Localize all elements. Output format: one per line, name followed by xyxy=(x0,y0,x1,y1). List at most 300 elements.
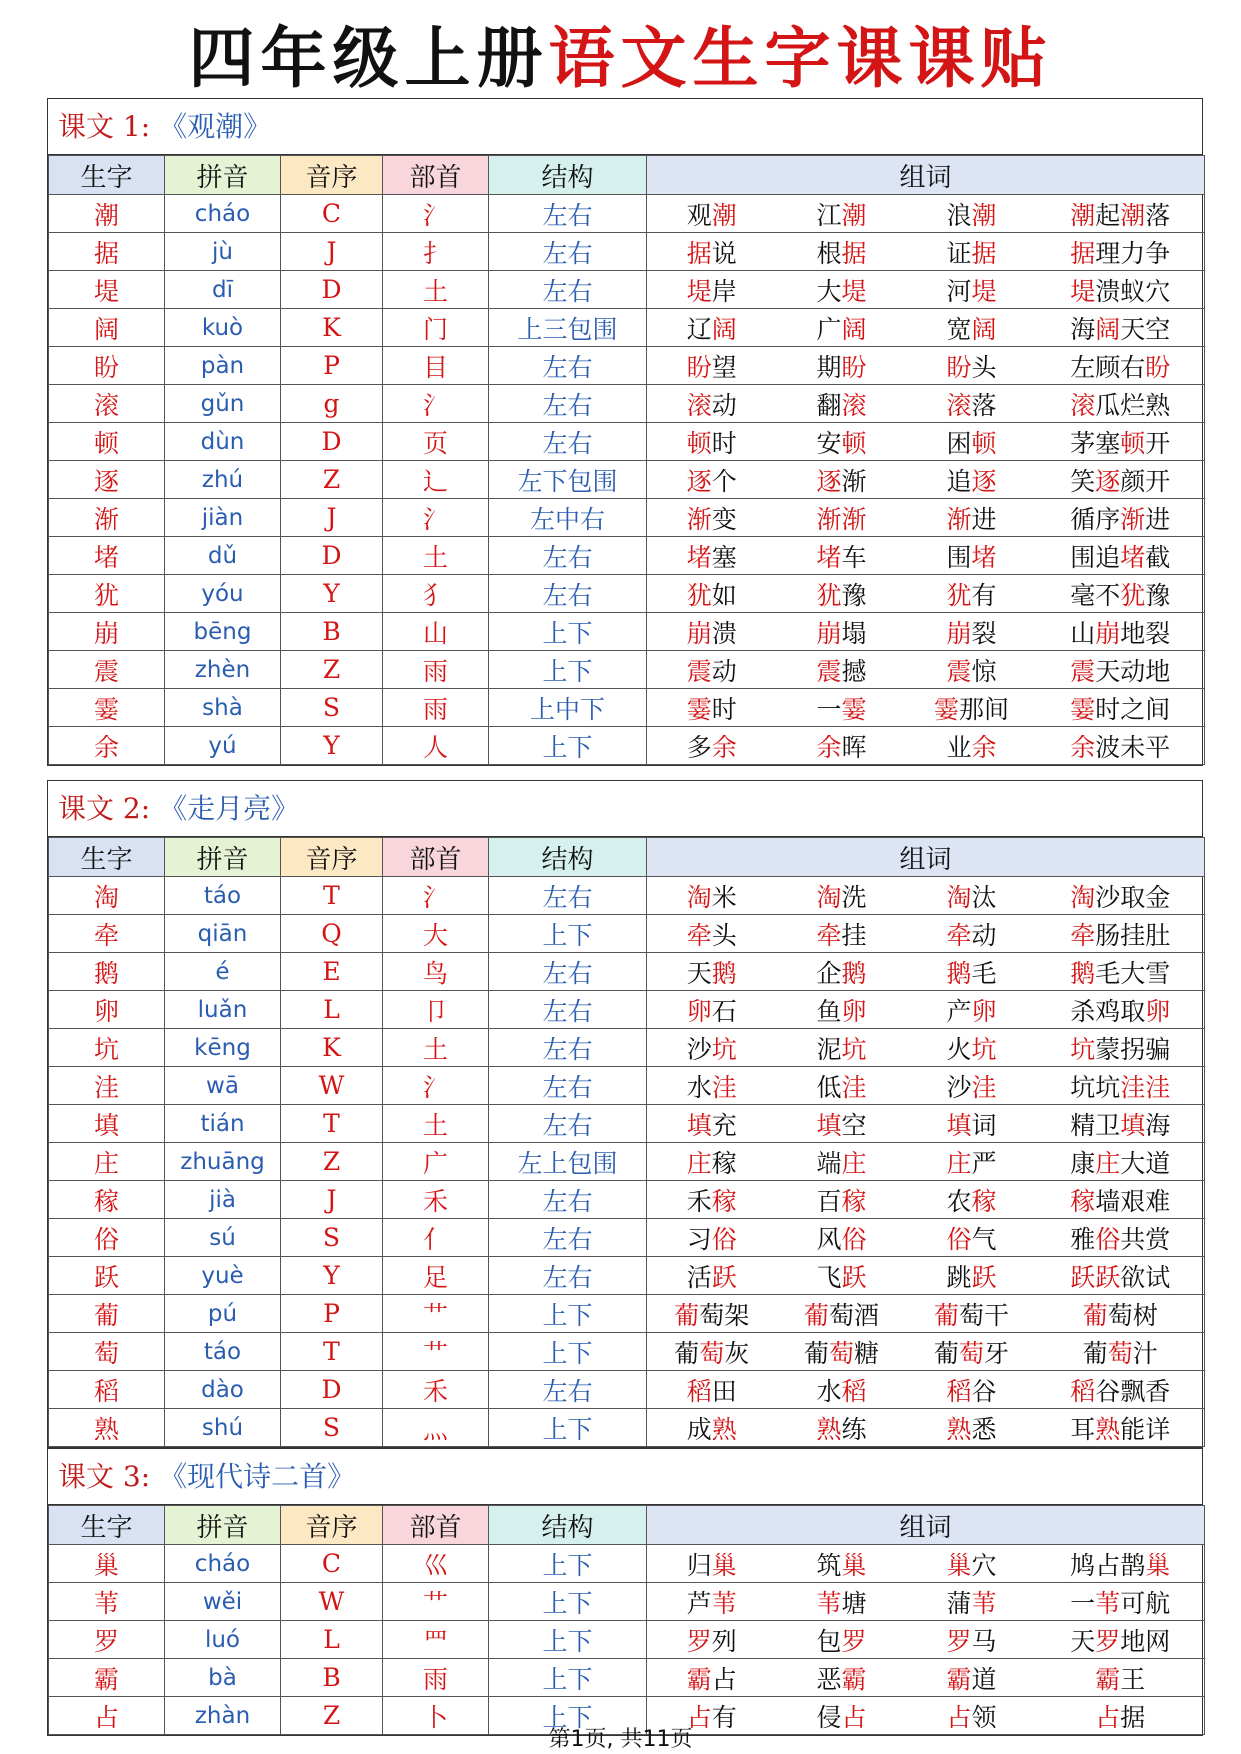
word-cell: 一苇可航 xyxy=(1037,1583,1205,1621)
table-row xyxy=(49,499,1205,537)
structure-cell: 左中右 xyxy=(489,499,647,537)
word-cell: 翻滚 xyxy=(777,385,907,423)
order-cell: D xyxy=(281,537,383,575)
word-highlight-char: 罗 xyxy=(1095,1626,1121,1656)
word-highlight-char: 稼 xyxy=(1070,1186,1096,1216)
word-highlight-char: 巢 xyxy=(946,1550,972,1580)
radical-cell: 氵 xyxy=(383,195,489,233)
order-cell: D xyxy=(281,271,383,309)
word-cell: 填充 xyxy=(647,1105,777,1143)
char-cell: 苇 xyxy=(49,1583,165,1621)
word-highlight-char: 淘 xyxy=(686,882,712,912)
order-cell: Z xyxy=(281,1143,383,1181)
word-cell: 企鹅 xyxy=(777,953,907,991)
word-highlight-char: 庄 xyxy=(946,1148,972,1178)
word-cell: 罗列 xyxy=(647,1621,777,1659)
word-highlight-char: 犹 xyxy=(946,580,972,610)
word-cell: 稼墙艰难 xyxy=(1037,1181,1205,1219)
radical-cell: 氵 xyxy=(383,877,489,915)
pinyin-cell: sú xyxy=(165,1219,281,1257)
word-highlight-char: 跃 xyxy=(971,1262,997,1292)
order-cell: K xyxy=(281,309,383,347)
word-highlight-char: 苇 xyxy=(971,1588,997,1618)
word-highlight-char: 滚 xyxy=(1070,390,1096,420)
word-cell: 沙坑 xyxy=(647,1029,777,1067)
word-highlight-char: 俗 xyxy=(946,1224,972,1254)
radical-cell: 页 xyxy=(383,423,489,461)
radical-cell: 犭 xyxy=(383,575,489,613)
word-highlight-char: 余 xyxy=(1070,732,1096,762)
pinyin-cell: jià xyxy=(165,1181,281,1219)
word-highlight-char: 鹅 xyxy=(711,958,737,988)
word-cell: 庄严 xyxy=(907,1143,1037,1181)
word-highlight-char: 填 xyxy=(946,1110,972,1140)
structure-cell: 左右 xyxy=(489,877,647,915)
word-cell: 罗马 xyxy=(907,1621,1037,1659)
lesson-2-table xyxy=(47,780,1203,1448)
order-cell: D xyxy=(281,1371,383,1409)
word-highlight-char: 顿 xyxy=(971,428,997,458)
word-highlight-char: 罗 xyxy=(841,1626,867,1656)
word-highlight-char: 占 xyxy=(686,1702,712,1732)
lesson-number: 课文 2: xyxy=(58,792,160,825)
char-cell: 据 xyxy=(49,233,165,271)
radical-cell: 罒 xyxy=(383,1621,489,1659)
word-highlight-char: 俗 xyxy=(1095,1224,1121,1254)
word-cell: 鹅毛大雪 xyxy=(1037,953,1205,991)
word-cell: 跳跃 xyxy=(907,1257,1037,1295)
order-cell: P xyxy=(281,347,383,385)
word-highlight-char: 余 xyxy=(971,732,997,762)
table-row xyxy=(49,689,1205,727)
header-structure: 结构 xyxy=(489,156,647,195)
structure-cell: 左右 xyxy=(489,195,647,233)
word-highlight-char: 余 xyxy=(816,732,842,762)
radical-cell: 亻 xyxy=(383,1219,489,1257)
table-row xyxy=(49,1219,1205,1257)
char-cell: 犹 xyxy=(49,575,165,613)
char-cell: 余 xyxy=(49,727,165,765)
word-highlight-char: 震 xyxy=(686,656,712,686)
radical-cell: 雨 xyxy=(383,651,489,689)
structure-cell: 上下 xyxy=(489,1545,647,1583)
header-words: 组词 xyxy=(647,1506,1205,1545)
structure-cell: 左右 xyxy=(489,1257,647,1295)
word-highlight-char: 盼 xyxy=(1145,352,1171,382)
radical-cell: 人 xyxy=(383,727,489,765)
word-cell: 淘汰 xyxy=(907,877,1037,915)
char-cell: 崩 xyxy=(49,613,165,651)
word-cell: 观潮 xyxy=(647,195,777,233)
char-cell: 占 xyxy=(49,1697,165,1735)
word-cell: 滚瓜烂熟 xyxy=(1037,385,1205,423)
order-cell: J xyxy=(281,233,383,271)
table-row xyxy=(49,1295,1205,1333)
radical-cell: 土 xyxy=(383,1105,489,1143)
pinyin-cell: dào xyxy=(165,1371,281,1409)
order-cell: Y xyxy=(281,575,383,613)
radical-cell: 扌 xyxy=(383,233,489,271)
char-cell: 潮 xyxy=(49,195,165,233)
structure-cell: 左右 xyxy=(489,1029,647,1067)
table-header-row xyxy=(49,156,1205,195)
word-cell: 产卵 xyxy=(907,991,1037,1029)
lesson-heading xyxy=(48,1449,1202,1505)
word-cell: 业余 xyxy=(907,727,1037,765)
word-cell: 牵肠挂肚 xyxy=(1037,915,1205,953)
vocab-table xyxy=(48,837,1205,1447)
pinyin-cell: zhèn xyxy=(165,651,281,689)
word-highlight-char: 苇 xyxy=(711,1588,737,1618)
structure-cell: 上下 xyxy=(489,727,647,765)
char-cell: 巢 xyxy=(49,1545,165,1583)
table-row xyxy=(49,1029,1205,1067)
table-row xyxy=(49,1067,1205,1105)
word-cell: 稻谷 xyxy=(907,1371,1037,1409)
char-cell: 霎 xyxy=(49,689,165,727)
table-row xyxy=(49,385,1205,423)
word-highlight-char: 据 xyxy=(971,238,997,268)
word-cell: 葡萄汁 xyxy=(1037,1333,1205,1371)
table-row xyxy=(49,1545,1205,1583)
table-row xyxy=(49,1105,1205,1143)
char-cell: 鹅 xyxy=(49,953,165,991)
header-structure: 结构 xyxy=(489,838,647,877)
word-highlight-char: 盼 xyxy=(841,352,867,382)
word-cell: 霎时之间 xyxy=(1037,689,1205,727)
radical-cell: 山 xyxy=(383,613,489,651)
word-highlight-char: 阔 xyxy=(841,314,867,344)
pinyin-cell: yú xyxy=(165,727,281,765)
radical-cell: 土 xyxy=(383,271,489,309)
word-cell: 左顾右盼 xyxy=(1037,347,1205,385)
word-highlight-char: 跃 xyxy=(1070,1262,1096,1292)
header-radical: 部首 xyxy=(383,1506,489,1545)
structure-cell: 左右 xyxy=(489,575,647,613)
radical-cell: 艹 xyxy=(383,1295,489,1333)
order-cell: C xyxy=(281,195,383,233)
word-cell: 堤溃蚁穴 xyxy=(1037,271,1205,309)
header-words: 组词 xyxy=(647,838,1205,877)
word-highlight-char: 逐 xyxy=(686,466,712,496)
char-cell: 牵 xyxy=(49,915,165,953)
word-cell: 余波未平 xyxy=(1037,727,1205,765)
structure-cell: 上三包围 xyxy=(489,309,647,347)
table-row xyxy=(49,1583,1205,1621)
pinyin-cell: táo xyxy=(165,877,281,915)
word-highlight-char: 霎 xyxy=(686,694,712,724)
word-highlight-char: 葡 xyxy=(803,1300,829,1330)
lesson-number: 课文 3: xyxy=(58,1460,160,1493)
structure-cell: 左右 xyxy=(489,953,647,991)
word-highlight-char: 霎 xyxy=(1070,694,1096,724)
pinyin-cell: é xyxy=(165,953,281,991)
word-highlight-char: 稼 xyxy=(711,1186,737,1216)
word-highlight-char: 卵 xyxy=(686,996,712,1026)
word-highlight-char: 盼 xyxy=(946,352,972,382)
table-row xyxy=(49,233,1205,271)
word-highlight-char: 堤 xyxy=(686,276,712,306)
word-highlight-char: 苇 xyxy=(1095,1588,1121,1618)
order-cell: Y xyxy=(281,1257,383,1295)
lesson-heading xyxy=(48,99,1202,155)
structure-cell: 上中下 xyxy=(489,689,647,727)
pinyin-cell: pàn xyxy=(165,347,281,385)
word-highlight-char: 逐 xyxy=(816,466,842,496)
word-cell: 茅塞顿开 xyxy=(1037,423,1205,461)
word-cell: 鱼卵 xyxy=(777,991,907,1029)
char-cell: 稼 xyxy=(49,1181,165,1219)
structure-cell: 左下包围 xyxy=(489,461,647,499)
word-cell: 沙洼 xyxy=(907,1067,1037,1105)
word-cell: 根据 xyxy=(777,233,907,271)
pinyin-cell: jiàn xyxy=(165,499,281,537)
word-cell: 证据 xyxy=(907,233,1037,271)
word-cell: 困顿 xyxy=(907,423,1037,461)
word-highlight-char: 淘 xyxy=(946,882,972,912)
order-cell: B xyxy=(281,1659,383,1697)
header-radical: 部首 xyxy=(383,838,489,877)
word-highlight-char: 巢 xyxy=(1145,1550,1171,1580)
char-cell: 堤 xyxy=(49,271,165,309)
char-cell: 堵 xyxy=(49,537,165,575)
order-cell: Z xyxy=(281,461,383,499)
word-cell: 习俗 xyxy=(647,1219,777,1257)
header-pinyin: 拼音 xyxy=(165,156,281,195)
char-cell: 洼 xyxy=(49,1067,165,1105)
table-row xyxy=(49,1409,1205,1447)
word-highlight-char: 堵 xyxy=(686,542,712,572)
structure-cell: 左右 xyxy=(489,1181,647,1219)
header-pinyin: 拼音 xyxy=(165,838,281,877)
word-cell: 熟悉 xyxy=(907,1409,1037,1447)
word-cell: 填词 xyxy=(907,1105,1037,1143)
word-cell: 广阔 xyxy=(777,309,907,347)
structure-cell: 左右 xyxy=(489,991,647,1029)
word-highlight-char: 渐 xyxy=(816,504,842,534)
word-cell: 葡萄牙 xyxy=(907,1333,1037,1371)
header-char: 生字 xyxy=(49,838,165,877)
radical-cell: 雨 xyxy=(383,1659,489,1697)
word-highlight-char: 滚 xyxy=(686,390,712,420)
word-highlight-char: 顿 xyxy=(686,428,712,458)
word-highlight-char: 据 xyxy=(686,238,712,268)
char-cell: 顿 xyxy=(49,423,165,461)
word-highlight-char: 洼 xyxy=(1145,1072,1171,1102)
word-highlight-char: 坑 xyxy=(841,1034,867,1064)
word-highlight-char: 潮 xyxy=(971,200,997,230)
word-highlight-char: 俗 xyxy=(711,1224,737,1254)
word-cell: 山崩地裂 xyxy=(1037,613,1205,651)
word-highlight-char: 坑 xyxy=(711,1034,737,1064)
word-cell: 潮起潮落 xyxy=(1037,195,1205,233)
vocab-table xyxy=(48,1505,1205,1735)
word-cell: 宽阔 xyxy=(907,309,1037,347)
word-highlight-char: 牵 xyxy=(686,920,712,950)
word-cell: 堵车 xyxy=(777,537,907,575)
word-cell: 占领 xyxy=(907,1697,1037,1735)
word-cell: 葡萄糖 xyxy=(777,1333,907,1371)
word-highlight-char: 罗 xyxy=(946,1626,972,1656)
order-cell: C xyxy=(281,1545,383,1583)
pinyin-cell: wěi xyxy=(165,1583,281,1621)
word-cell: 葡萄树 xyxy=(1037,1295,1205,1333)
order-cell: W xyxy=(281,1583,383,1621)
word-highlight-char: 坑 xyxy=(971,1034,997,1064)
pinyin-cell: jù xyxy=(165,233,281,271)
word-cell: 期盼 xyxy=(777,347,907,385)
word-cell: 侵占 xyxy=(777,1697,907,1735)
char-cell: 熟 xyxy=(49,1409,165,1447)
radical-cell: 禾 xyxy=(383,1181,489,1219)
word-cell: 安顿 xyxy=(777,423,907,461)
word-cell: 崩溃 xyxy=(647,613,777,651)
char-cell: 阔 xyxy=(49,309,165,347)
word-cell: 毫不犹豫 xyxy=(1037,575,1205,613)
word-highlight-char: 犹 xyxy=(686,580,712,610)
word-highlight-char: 堤 xyxy=(1070,276,1096,306)
word-highlight-char: 庄 xyxy=(686,1148,712,1178)
word-highlight-char: 洼 xyxy=(1120,1072,1146,1102)
pinyin-cell: zhuāng xyxy=(165,1143,281,1181)
table-row xyxy=(49,953,1205,991)
structure-cell: 上下 xyxy=(489,1621,647,1659)
word-cell: 逐个 xyxy=(647,461,777,499)
order-cell: L xyxy=(281,991,383,1029)
word-highlight-char: 淘 xyxy=(1070,882,1096,912)
word-highlight-char: 葡 xyxy=(674,1300,700,1330)
radical-cell: 门 xyxy=(383,309,489,347)
word-cell: 崩塌 xyxy=(777,613,907,651)
word-cell: 苇塘 xyxy=(777,1583,907,1621)
table-row xyxy=(49,195,1205,233)
word-cell: 蒲苇 xyxy=(907,1583,1037,1621)
word-cell: 浪潮 xyxy=(907,195,1037,233)
structure-cell: 左上包围 xyxy=(489,1143,647,1181)
pinyin-cell: kuò xyxy=(165,309,281,347)
word-highlight-char: 巢 xyxy=(841,1550,867,1580)
pinyin-cell: bà xyxy=(165,1659,281,1697)
structure-cell: 左右 xyxy=(489,1067,647,1105)
char-cell: 俗 xyxy=(49,1219,165,1257)
word-cell: 围追堵截 xyxy=(1037,537,1205,575)
structure-cell: 上下 xyxy=(489,1333,647,1371)
radical-cell: 艹 xyxy=(383,1583,489,1621)
word-highlight-char: 霎 xyxy=(933,694,959,724)
table-row xyxy=(49,877,1205,915)
radical-cell: 卩 xyxy=(383,991,489,1029)
word-highlight-char: 稻 xyxy=(841,1376,867,1406)
pinyin-cell: cháo xyxy=(165,1545,281,1583)
lesson-1-table xyxy=(47,98,1203,766)
word-cell: 火坑 xyxy=(907,1029,1037,1067)
word-highlight-char: 牵 xyxy=(1070,920,1096,950)
word-cell: 渐变 xyxy=(647,499,777,537)
word-cell: 成熟 xyxy=(647,1409,777,1447)
word-cell xyxy=(777,499,907,537)
word-cell: 顿时 xyxy=(647,423,777,461)
word-cell: 牵动 xyxy=(907,915,1037,953)
order-cell: g xyxy=(281,385,383,423)
word-cell: 淘沙取金 xyxy=(1037,877,1205,915)
radical-cell: 氵 xyxy=(383,1067,489,1105)
header-radical: 部首 xyxy=(383,156,489,195)
word-cell: 滚落 xyxy=(907,385,1037,423)
char-cell: 稻 xyxy=(49,1371,165,1409)
word-highlight-char: 崩 xyxy=(686,618,712,648)
word-cell: 填空 xyxy=(777,1105,907,1143)
radical-cell: 卜 xyxy=(383,1697,489,1735)
structure-cell: 上下 xyxy=(489,651,647,689)
char-cell: 坑 xyxy=(49,1029,165,1067)
table-row xyxy=(49,991,1205,1029)
word-highlight-char: 卵 xyxy=(971,996,997,1026)
word-highlight-char: 顿 xyxy=(1120,428,1146,458)
order-cell: J xyxy=(281,499,383,537)
word-highlight-char: 霸 xyxy=(946,1664,972,1694)
word-cell: 辽阔 xyxy=(647,309,777,347)
table-row xyxy=(49,271,1205,309)
word-highlight-char: 余 xyxy=(711,732,737,762)
pinyin-cell: tián xyxy=(165,1105,281,1143)
title-grade: 四年级上册 xyxy=(188,19,549,97)
word-highlight-char: 霎 xyxy=(841,694,867,724)
word-cell: 恶霸 xyxy=(777,1659,907,1697)
pinyin-cell: táo xyxy=(165,1333,281,1371)
word-highlight-char: 牵 xyxy=(816,920,842,950)
word-cell: 卵石 xyxy=(647,991,777,1029)
order-cell: T xyxy=(281,1105,383,1143)
word-highlight-char: 葡 xyxy=(1082,1300,1108,1330)
word-highlight-char: 洼 xyxy=(711,1072,737,1102)
word-highlight-char: 堵 xyxy=(816,542,842,572)
word-cell: 水洼 xyxy=(647,1067,777,1105)
word-cell: 围堵 xyxy=(907,537,1037,575)
pinyin-cell: kēng xyxy=(165,1029,281,1067)
radical-cell: 广 xyxy=(383,1143,489,1181)
header-structure: 结构 xyxy=(489,1506,647,1545)
radical-cell: 辶 xyxy=(383,461,489,499)
structure-cell: 左右 xyxy=(489,347,647,385)
word-cell: 一霎 xyxy=(777,689,907,727)
word-cell: 活跃 xyxy=(647,1257,777,1295)
char-cell: 葡 xyxy=(49,1295,165,1333)
word-cell: 百稼 xyxy=(777,1181,907,1219)
structure-cell: 上下 xyxy=(489,1295,647,1333)
word-highlight-char: 占 xyxy=(946,1702,972,1732)
word-cell: 牵挂 xyxy=(777,915,907,953)
word-highlight-char: 卵 xyxy=(1145,996,1171,1026)
word-highlight-char: 鹅 xyxy=(841,958,867,988)
word-highlight-char: 稼 xyxy=(841,1186,867,1216)
order-cell: T xyxy=(281,877,383,915)
pinyin-cell: luó xyxy=(165,1621,281,1659)
order-cell: S xyxy=(281,689,383,727)
table-row xyxy=(49,1371,1205,1409)
pinyin-cell: zhú xyxy=(165,461,281,499)
word-highlight-char: 卵 xyxy=(841,996,867,1026)
word-cell: 耳熟能详 xyxy=(1037,1409,1205,1447)
order-cell: P xyxy=(281,1295,383,1333)
word-highlight-char: 盼 xyxy=(686,352,712,382)
word-cell: 葡萄酒 xyxy=(777,1295,907,1333)
table-row xyxy=(49,1621,1205,1659)
word-highlight-char: 潮 xyxy=(1070,200,1096,230)
page-title xyxy=(0,18,1241,98)
structure-cell: 左右 xyxy=(489,423,647,461)
word-highlight-char: 跃 xyxy=(841,1262,867,1292)
radical-cell: 雨 xyxy=(383,689,489,727)
